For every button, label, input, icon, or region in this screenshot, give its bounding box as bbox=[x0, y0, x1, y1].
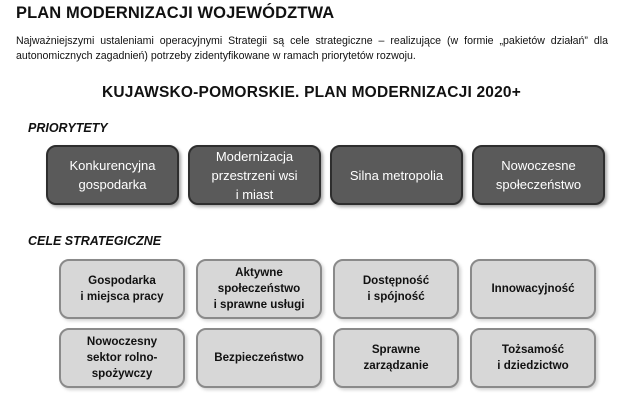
goal-label: Bezpieczeństwo bbox=[214, 351, 304, 364]
goal-label: Aktywne społeczeństwo i sprawne usługi bbox=[213, 266, 305, 311]
priority-label: Nowoczesne społeczeństwo bbox=[495, 158, 582, 192]
priority-label: Konkurencyjna gospodarka bbox=[69, 158, 156, 192]
goal-bezpieczenstwo bbox=[196, 328, 322, 388]
priority-label: Silna metropolia bbox=[349, 167, 444, 183]
priorities-label: PRIORYTETY bbox=[28, 121, 108, 135]
priority-nowoczesne-spoleczenstwo bbox=[472, 145, 605, 205]
strategic-goals-label: CELE STRATEGICZNE bbox=[28, 234, 162, 248]
goal-nowoczesny-sektor-rolno-spozywczy bbox=[59, 328, 185, 388]
intro-paragraph: Najważniejszymi ustaleniami operacyjnymi Strategii są cele strategiczne – realizujące (w formie „pakietów działań” dla autonomicznych zagadnień) potrzeby zidentyfikowane w ramach priorytetów rozwoju. bbox=[16, 35, 608, 62]
priority-label: Modernizacja przestrzeni wsi i miast bbox=[211, 148, 298, 202]
diagram-title: KUJAWSKO-POMORSKIE. PLAN MODERNIZACJI 2020+ bbox=[102, 84, 521, 101]
priority-konkurencyjna-gospodarka bbox=[46, 145, 179, 205]
goal-label: Sprawne zarządzanie bbox=[363, 343, 429, 372]
document-title: PLAN MODERNIZACJI WOJEWÓDZTWA bbox=[16, 4, 335, 22]
priority-modernizacja-przestrzeni bbox=[188, 145, 321, 205]
goal-sprawne-zarzadzanie bbox=[333, 328, 459, 388]
goal-label: Nowoczesny sektor rolno- spożywczy bbox=[86, 335, 158, 380]
goal-dostepnosc-i-spojnosc bbox=[333, 259, 459, 319]
goal-tozsamosc-i-dziedzictwo bbox=[470, 328, 596, 388]
goal-innowacyjnosc bbox=[470, 259, 596, 319]
goal-gospodarka-i-miejsca-pracy bbox=[59, 259, 185, 319]
goal-label: Innowacyjność bbox=[491, 282, 575, 295]
goal-label: Dostępność i spójność bbox=[362, 274, 430, 303]
goal-label: Tożsamość i dziedzictwo bbox=[497, 343, 569, 372]
goal-label: Gospodarka i miejsca pracy bbox=[80, 274, 164, 303]
priority-silna-metropolia bbox=[330, 145, 463, 205]
goal-aktywne-spoleczenstwo bbox=[196, 259, 322, 319]
